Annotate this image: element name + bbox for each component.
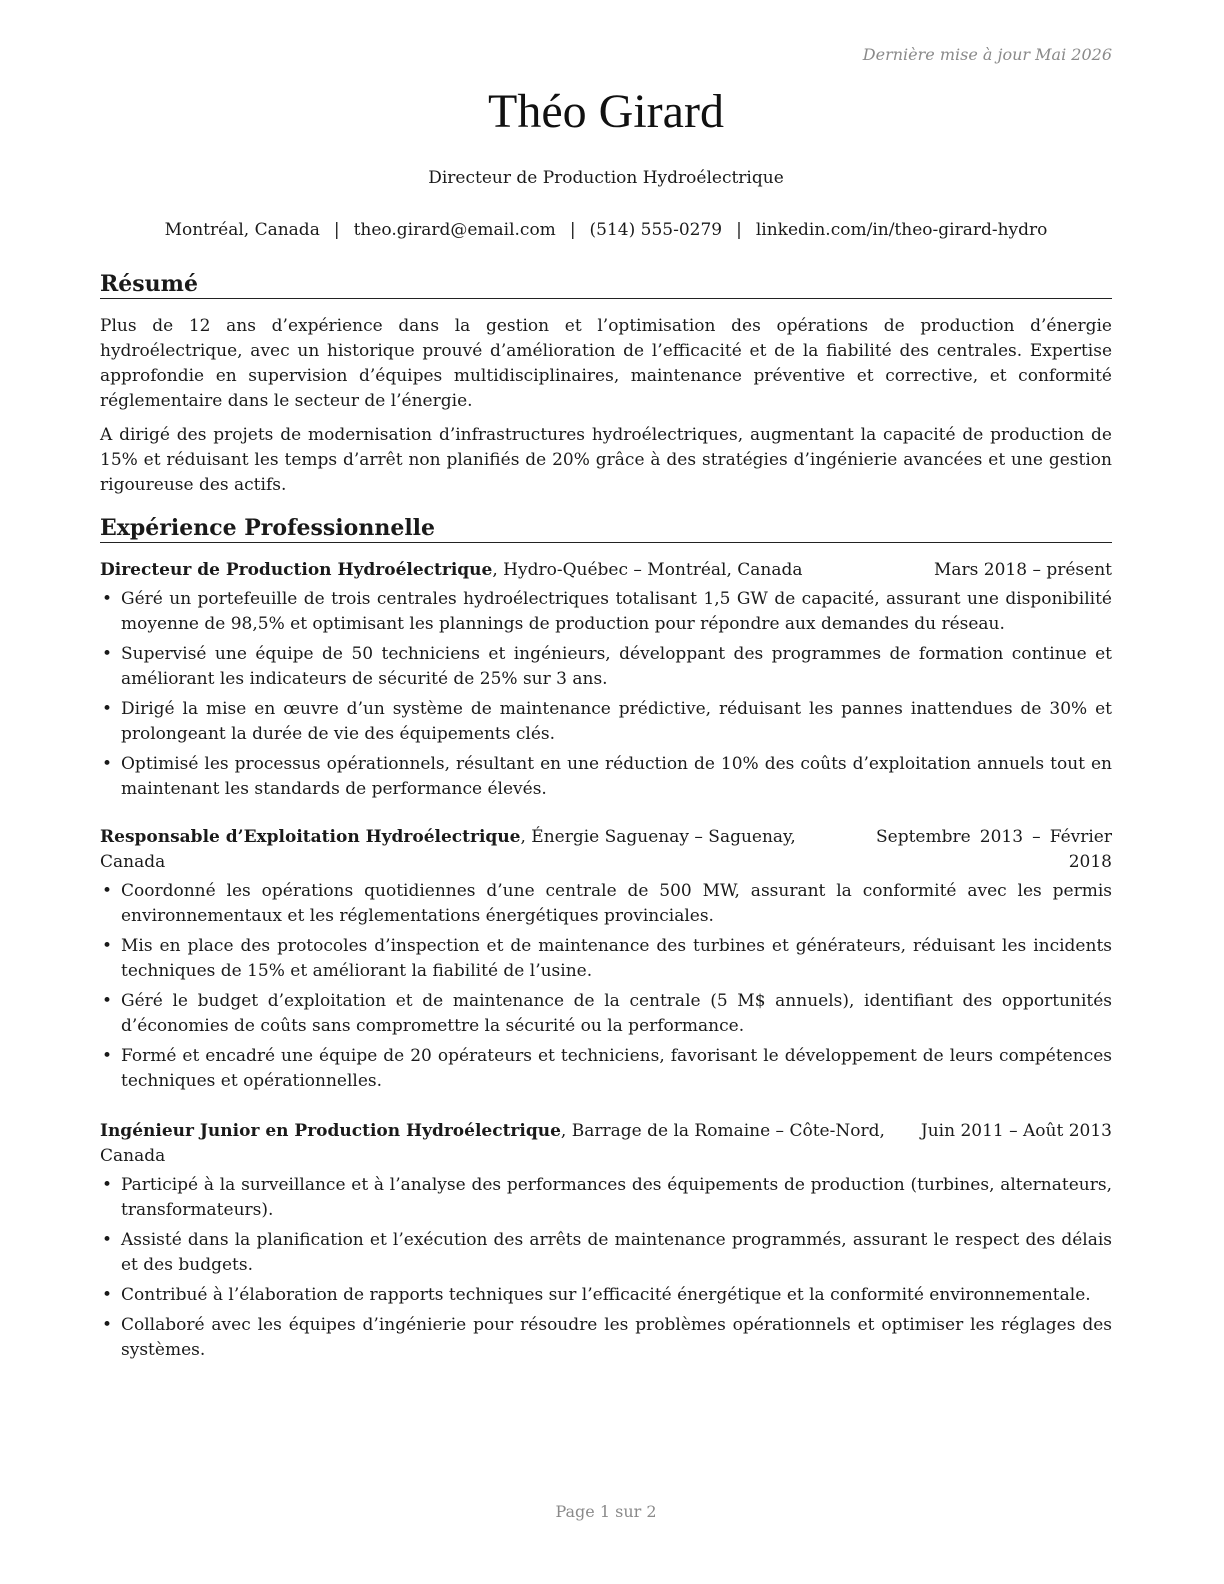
summary-heading: Résumé — [100, 271, 1112, 299]
job-organization: , Énergie Saguenay – Saguenay, Canada — [100, 827, 796, 872]
bullet-text: Géré un portefeuille de trois centrales hydroélectriques totalisant 1,5 GW de capacité, assurant une disponibilité moyenne de 98,5% et optimisant les plannings de production pour répondre aux demandes du réseau. — [121, 589, 1112, 634]
bullet-dot-icon: • — [102, 644, 113, 664]
job-title: Directeur de Production Hydroélectrique — [100, 560, 493, 580]
job-header — [100, 1119, 1112, 1169]
bullet-text: Mis en place des protocoles d’inspection et de maintenance des turbines et générateurs, réduisant les incidents techniques de 15% et améliorant la fiabilité de l’usine. — [121, 936, 1112, 981]
bullet-item — [100, 989, 1112, 1039]
last-updated: Dernière mise à jour Mai 2026 — [862, 45, 1112, 64]
bullet-dot-icon: • — [102, 589, 113, 609]
bullet-item — [100, 642, 1112, 692]
bullet-dot-icon: • — [102, 991, 113, 1011]
job-dates: Mars 2018 – présent — [933, 560, 1112, 580]
page-number: Page 1 sur 2 — [555, 1502, 657, 1521]
bullet-text: Géré le budget d’exploitation et de maintenance de la centrale (5 M$ annuels), identifiant des opportunités d’économies de coûts sans compromettre la sécurité ou la performance. — [121, 991, 1112, 1036]
contact-separator: | — [736, 220, 742, 240]
job-entry — [100, 825, 1112, 1099]
bullet-dot-icon: • — [102, 1285, 113, 1305]
bullet-item — [100, 1313, 1112, 1363]
contact-separator: | — [569, 220, 576, 240]
bullet-text: Participé à la surveillance et à l’analyse des performances des équipements de production (turbines, alternateurs, transformateurs). — [121, 1175, 1112, 1220]
job-dates: Septembre 2013 – Février 2018 — [876, 827, 1112, 872]
bullet-item — [100, 697, 1112, 747]
bullet-dot-icon: • — [102, 699, 113, 719]
job-bullets — [100, 879, 1112, 1094]
experience-heading: Expérience Professionnelle — [100, 515, 1112, 543]
job-bullets — [100, 587, 1112, 802]
bullet-text: Formé et encadré une équipe de 20 opérateurs et techniciens, favorisant le développement de leurs compétences techniques et opérationnelles. — [121, 1046, 1112, 1091]
bullet-dot-icon: • — [102, 1046, 113, 1066]
bullet-text: Assisté dans la planification et l’exécution des arrêts de maintenance programmés, assurant le respect des délais et des budgets. — [121, 1230, 1112, 1275]
bullet-text: Coordonné les opérations quotidiennes d’une centrale de 500 MW, assurant la conformité avec les permis environnementaux et les réglementations énergétiques provinciales. — [121, 881, 1112, 926]
bullet-dot-icon: • — [102, 754, 113, 774]
bullet-item — [100, 1044, 1112, 1094]
bullet-text: Optimisé les processus opérationnels, résultant en une réduction de 10% des coûts d’exploitation annuels tout en maintenant les standards de performance élevés. — [121, 754, 1112, 799]
bullet-dot-icon: • — [102, 936, 113, 956]
bullet-item — [100, 1283, 1112, 1308]
job-dates: Juin 2011 – Août 2013 — [920, 1121, 1112, 1141]
job-entry — [100, 1119, 1112, 1368]
bullet-item — [100, 587, 1112, 637]
contact-linkedin[interactable]: linkedin.com/in/theo-girard-hydro — [755, 220, 1048, 240]
job-header — [100, 558, 1112, 583]
job-organization: , Barrage de la Romaine – Côte-Nord, Canada — [100, 1121, 885, 1166]
job-role: Directeur de Production Hydroélectrique — [428, 168, 784, 188]
bullet-item — [100, 1173, 1112, 1223]
bullet-item — [100, 752, 1112, 802]
contact-location: Montréal, Canada — [164, 220, 320, 240]
bullet-text: Collaboré avec les équipes d’ingénierie pour résoudre les problèmes opérationnels et optimiser les réglages des systèmes. — [121, 1315, 1112, 1360]
contact-line — [100, 220, 1112, 240]
bullet-text: Contribué à l’élaboration de rapports techniques sur l’efficacité énergétique et la conformité environnementale. — [121, 1285, 1091, 1305]
bullet-dot-icon: • — [102, 881, 113, 901]
contact-separator: | — [333, 220, 340, 240]
bullet-dot-icon: • — [102, 1230, 113, 1250]
job-title: Responsable d’Exploitation Hydroélectrique — [100, 827, 521, 847]
job-entry — [100, 558, 1112, 807]
job-header — [100, 825, 1112, 875]
job-bullets — [100, 1173, 1112, 1363]
bullet-item — [100, 1228, 1112, 1278]
bullet-dot-icon: • — [102, 1315, 113, 1335]
bullet-item — [100, 879, 1112, 929]
bullet-dot-icon: • — [102, 1175, 113, 1195]
summary-paragraph: A dirigé des projets de modernisation d’infrastructures hydroélectriques, augmentant la capacité de production de 15% et réduisant les temps d’arrêt non planifiés de 20% grâce à des stratégies d’ingénierie avancées et une gestion rigoureuse des actifs. — [100, 425, 1112, 495]
bullet-text: Dirigé la mise en œuvre d’un système de maintenance prédictive, réduisant les pannes inattendues de 30% et prolongeant la durée de vie des équipements clés. — [121, 699, 1112, 744]
bullet-item — [100, 934, 1112, 984]
contact-phone[interactable]: (514) 555-0279 — [589, 220, 723, 240]
bullet-text: Supervisé une équipe de 50 techniciens et ingénieurs, développant des programmes de formation continue et améliorant les indicateurs de sécurité de 25% sur 3 ans. — [121, 644, 1112, 689]
person-name: Théo Girard — [488, 85, 724, 138]
contact-email[interactable]: theo.girard@email.com — [353, 220, 556, 240]
job-title: Ingénieur Junior en Production Hydroélectrique — [100, 1121, 561, 1141]
resume-page — [100, 0, 1112, 1584]
job-organization: , Hydro-Québec – Montréal, Canada — [492, 560, 803, 580]
summary-paragraph: Plus de 12 ans d’expérience dans la gestion et l’optimisation des opérations de production d’énergie hydroélectrique, avec un historique prouvé d’amélioration de l’efficacité et de la fiabilité des centrales. Expertise approfondie en supervision d’équipes multidisciplinaires, maintenance préventive et corrective, et conformité réglementaire dans le secteur de l’énergie. — [100, 316, 1112, 411]
